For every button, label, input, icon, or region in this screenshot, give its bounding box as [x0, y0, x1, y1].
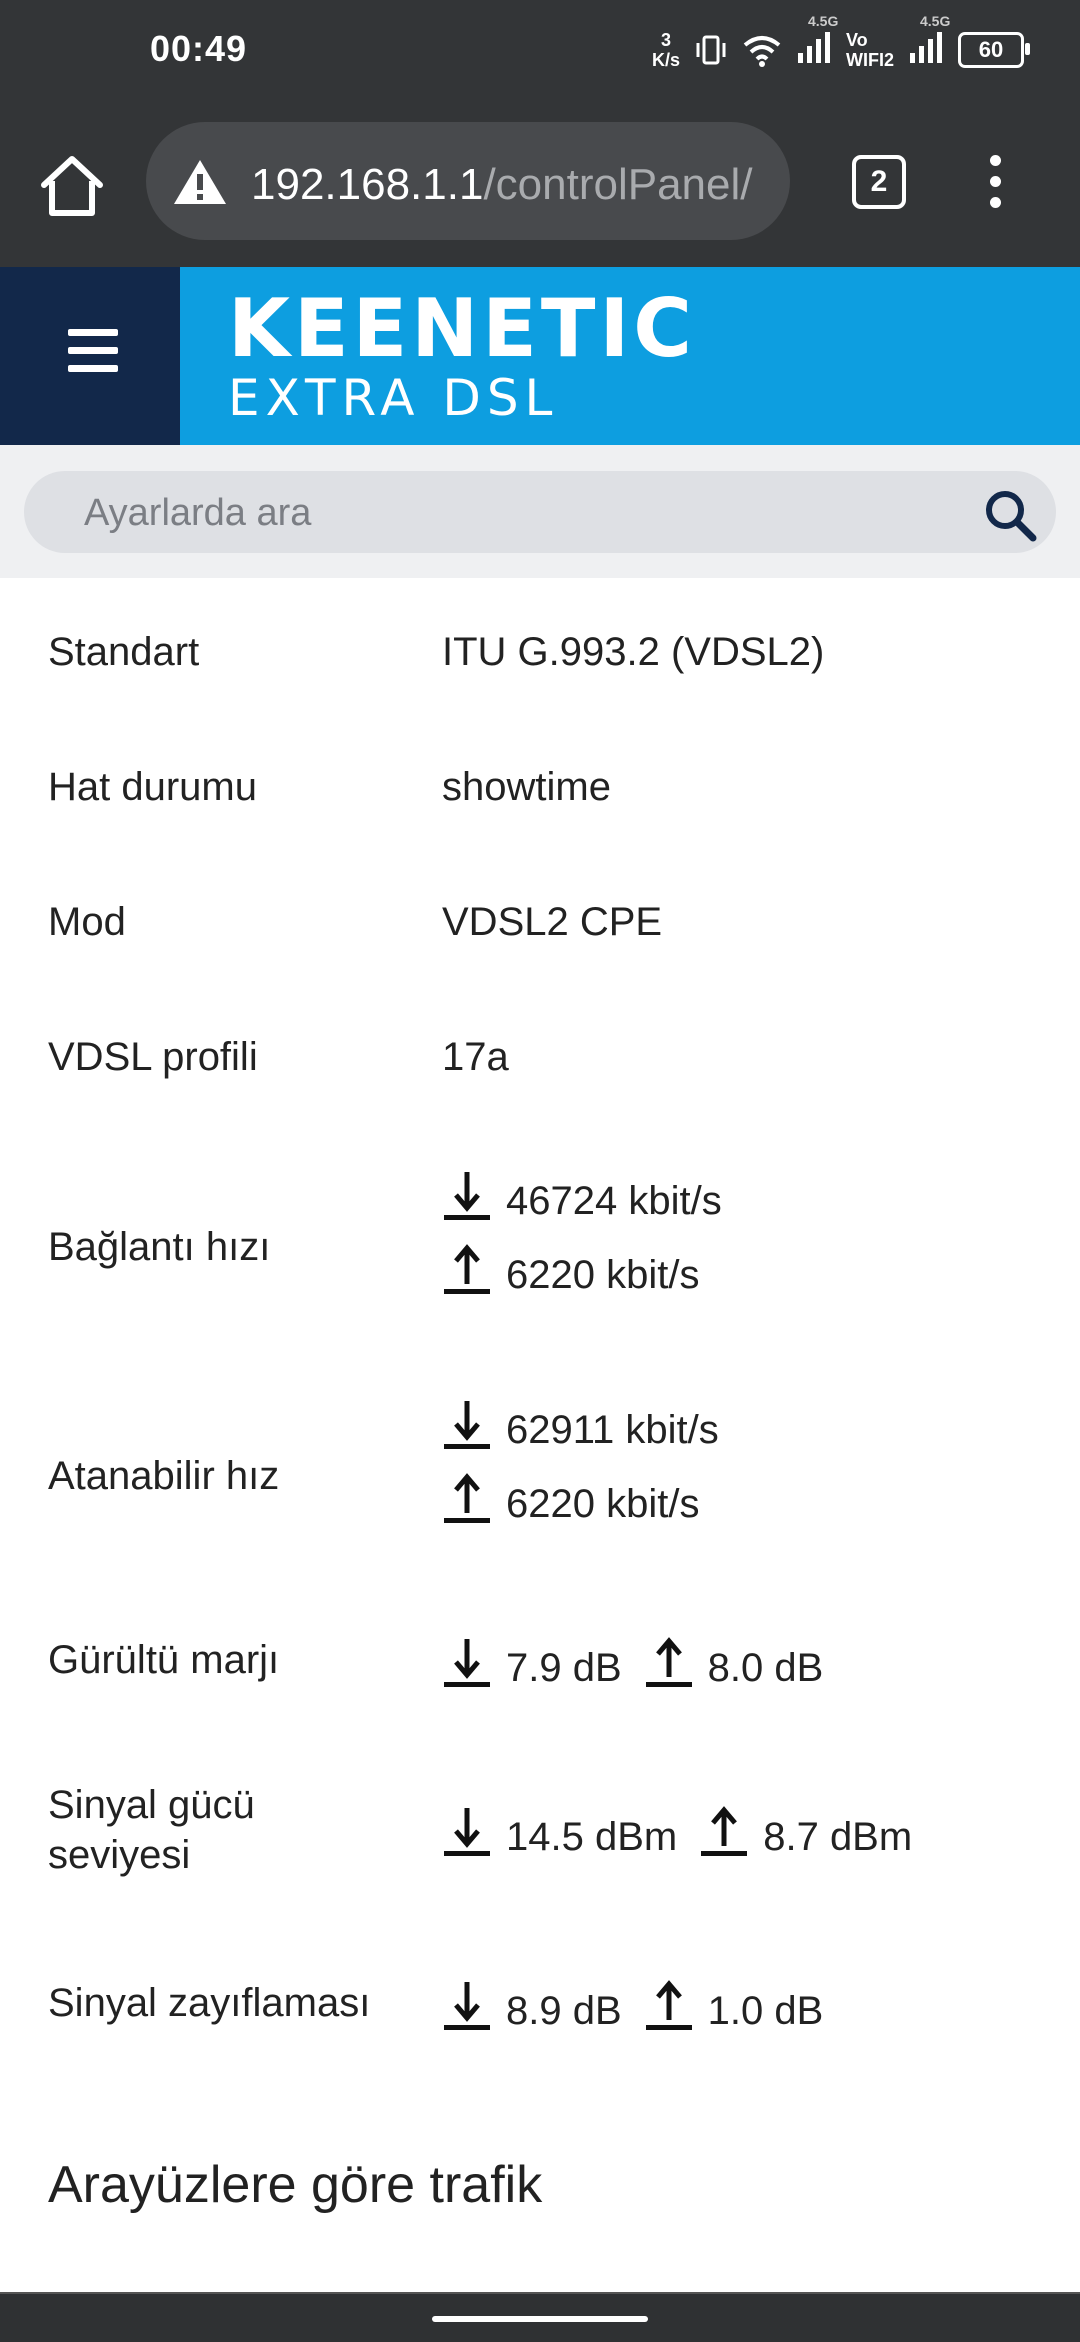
row-label: Bağlantı hızı: [48, 1225, 271, 1269]
navigation-gesture-bar: [0, 2292, 1080, 2342]
row-value-up: 6220 kbit/s: [442, 1473, 699, 1529]
status-bar: [0, 0, 1080, 105]
row-label: Mod: [48, 900, 126, 944]
section-title-traffic: Arayüzlere göre trafik: [48, 2156, 543, 2214]
status-time: 00:49: [150, 28, 248, 69]
search-box: [24, 471, 1056, 553]
row-value: 17a: [442, 1035, 509, 1079]
download-arrow-icon: [442, 1980, 492, 2032]
upload-arrow-icon: [644, 1980, 694, 2032]
brand-model: EXTRA DSL: [228, 369, 559, 427]
brand-logo: [228, 282, 696, 427]
app-header: [0, 267, 1080, 445]
status-icons: [651, 12, 1024, 80]
row-value: showtime: [442, 765, 611, 809]
signal-sim1: 4.5G: [796, 31, 832, 70]
row-value: VDSL2 CPE: [442, 900, 663, 944]
menu-button[interactable]: [0, 267, 180, 445]
row-value-down: 46724 kbit/s: [442, 1170, 722, 1226]
home-icon[interactable]: [36, 151, 108, 223]
upload-arrow-icon: [644, 1637, 694, 1689]
network-speed: 3 K/s: [651, 30, 680, 70]
row-value-pair: 8.9 dB 1.0 dB: [442, 1980, 823, 2036]
upload-arrow-icon: [442, 1473, 492, 1525]
download-arrow-icon: [442, 1806, 492, 1858]
gesture-handle[interactable]: [432, 2316, 648, 2322]
row-label: VDSL profili: [48, 1035, 258, 1079]
search-section: [0, 445, 1080, 578]
wifi-icon: [742, 33, 782, 67]
download-arrow-icon: [442, 1637, 492, 1689]
brand-name: KEENETIC: [228, 282, 696, 375]
browser-toolbar: [0, 105, 1080, 267]
overflow-menu-icon[interactable]: [980, 155, 1010, 215]
signal-bars-icon: [796, 31, 832, 65]
signal-bars-icon: [908, 31, 944, 65]
signal-sim2: 4.5G: [908, 31, 944, 70]
upload-arrow-icon: [699, 1806, 749, 1858]
row-label: Hat durumu: [48, 765, 257, 809]
tab-switcher-button[interactable]: 2: [852, 155, 906, 209]
search-icon[interactable]: [980, 485, 1040, 545]
vibrate-icon: [694, 33, 728, 67]
row-value-pair: 7.9 dB 8.0 dB: [442, 1637, 823, 1693]
download-arrow-icon: [442, 1399, 492, 1451]
row-label: Gürültü marjı: [48, 1638, 280, 1682]
upload-arrow-icon: [442, 1244, 492, 1296]
row-value-up: 6220 kbit/s: [442, 1244, 699, 1300]
row-value-pair: 14.5 dBm 8.7 dBm: [442, 1806, 912, 1862]
battery-indicator: 60: [958, 32, 1024, 68]
hamburger-icon[interactable]: [68, 329, 118, 379]
url-text[interactable]: 192.168.1.1/controlPanel/: [251, 160, 753, 209]
row-value: ITU G.993.2 (VDSL2): [442, 630, 825, 674]
row-label: Atanabilir hız: [48, 1454, 280, 1498]
row-label: Standart: [48, 630, 200, 674]
search-input[interactable]: [82, 471, 966, 555]
warning-icon[interactable]: [172, 158, 228, 206]
row-value-down: 62911 kbit/s: [442, 1399, 719, 1455]
row-label: Sinyal gücü seviyesi: [48, 1783, 255, 1877]
address-bar[interactable]: [146, 122, 790, 240]
row-label: Sinyal zayıflaması: [48, 1981, 371, 2025]
download-arrow-icon: [442, 1170, 492, 1222]
volte-label: Vo WIFI2: [846, 30, 894, 70]
